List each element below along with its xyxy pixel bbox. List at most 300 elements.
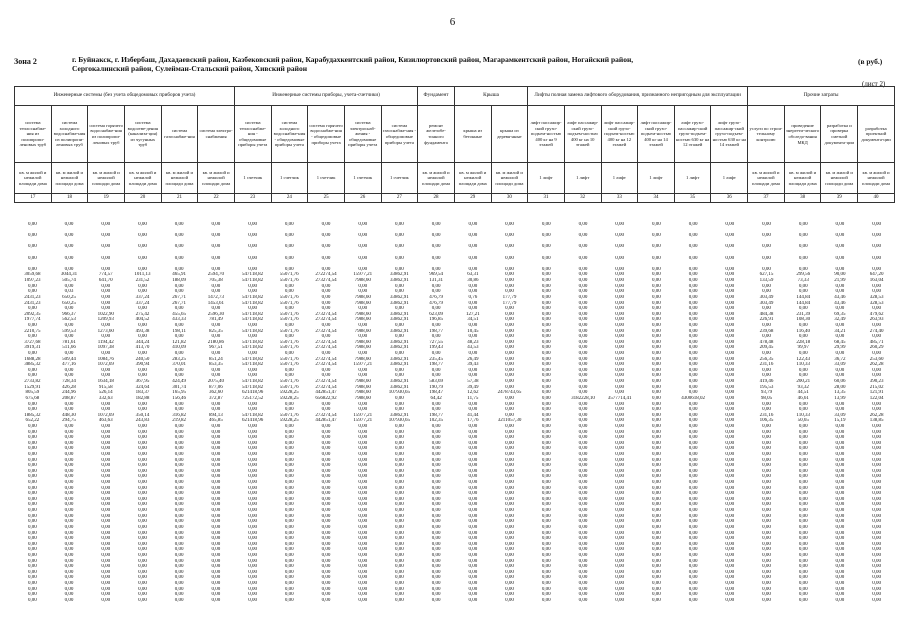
table-cell: 144,84 [796, 300, 811, 306]
table-cell: 0,00 [541, 401, 551, 407]
table-cell: 0,00 [321, 536, 331, 542]
table-cell: 99,97 [797, 345, 809, 351]
table-cell: 0,00 [64, 244, 74, 250]
table-cell: 3059,68 [24, 272, 41, 278]
table-cell: 0,00 [725, 266, 735, 272]
unit-cell: 1 лифт [601, 163, 638, 194]
table-cell: 0,00 [762, 536, 771, 542]
table-cell: 0,00 [578, 524, 588, 530]
table-cell: 0,00 [64, 367, 74, 373]
table-cell: 0,00 [725, 373, 735, 379]
table-cell: 0,00 [395, 407, 404, 413]
table-cell: 0,00 [688, 491, 698, 497]
table-cell: 0,00 [211, 255, 221, 261]
table-cell: 0,00 [468, 480, 478, 486]
table-cell: 196,85 [429, 317, 443, 323]
table-cell: 0,00 [284, 283, 294, 289]
table-cell: 0,00 [27, 401, 37, 407]
table-cell: 0,00 [358, 233, 368, 239]
table-cell: 0,00 [284, 429, 294, 435]
table-cell: 0,00 [358, 283, 368, 289]
table-cell: 0,00 [174, 233, 184, 239]
table-cell: 0,00 [615, 373, 625, 379]
table-cell: 240,50 [135, 356, 150, 362]
table-cell: 0,00 [688, 524, 698, 530]
table-cell: 0,00 [138, 283, 147, 289]
table-cell: 0,00 [174, 564, 184, 570]
table-cell: 1011,13 [134, 272, 151, 278]
table-cell: 0,00 [578, 339, 588, 345]
table-cell: 231,52 [135, 278, 150, 284]
table-cell: 0,00 [652, 418, 661, 424]
table-cell: 0,00 [578, 508, 588, 514]
table-cell: 0,00 [248, 536, 257, 542]
table-cell: 0,00 [872, 474, 881, 480]
table-cell: 0,00 [541, 311, 551, 317]
column-number: 29 [454, 194, 491, 203]
table-cell: 505,74 [62, 278, 76, 284]
unit-cell: кв. м жилой и нежилой площади дома [491, 163, 528, 194]
table-cell: 0,00 [615, 379, 625, 385]
table-cell: 0,00 [762, 530, 771, 536]
table-cell: 0,00 [615, 536, 625, 542]
table-cell: 274,40 [869, 328, 884, 334]
table-cell: 0,00 [725, 468, 735, 474]
table-cell: 0,00 [431, 575, 441, 581]
table-cell: 0,00 [358, 266, 368, 272]
table-cell: 0,00 [615, 294, 625, 300]
table-cell: 0,00 [725, 328, 735, 334]
table-row [14, 256, 895, 262]
table-cell: 0,00 [505, 362, 514, 368]
table-cell: 0,00 [358, 513, 368, 519]
table-cell: 0,00 [835, 496, 845, 502]
table-cell: 43,46 [834, 300, 846, 306]
table-cell: 0,00 [284, 586, 294, 592]
table-cell: 0,00 [248, 552, 257, 558]
table-cell: 362,60 [209, 390, 223, 396]
column-header: система горячего водоснабже-ния - общедомовые приборы учета [308, 106, 345, 163]
table-cell: 0,00 [211, 536, 221, 542]
table-cell: 0,00 [211, 502, 221, 508]
table-cell: 0,00 [652, 401, 661, 407]
table-cell: 0,00 [615, 390, 625, 396]
table-cell: 33862,91 [390, 300, 409, 306]
table-cell: 0,00 [615, 491, 625, 497]
table-cell: 0,00 [138, 508, 147, 514]
table-cell: 547118,82 [242, 379, 264, 385]
table-cell: 244,96 [62, 390, 76, 396]
table-cell: 0,00 [578, 586, 588, 592]
table-cell: 0,00 [798, 322, 808, 328]
table-cell: 0,00 [174, 289, 184, 295]
table-cell: 0,00 [284, 541, 294, 547]
table-cell: 0,00 [688, 597, 698, 603]
table-cell: 0,00 [248, 513, 257, 519]
table-cell: 0,00 [138, 322, 147, 328]
table-cell: 0,00 [505, 351, 514, 357]
table-cell: 0,00 [211, 558, 221, 564]
table-cell: 0,00 [762, 289, 771, 295]
table-cell: 0,00 [431, 586, 441, 592]
table-cell: 0,00 [358, 429, 368, 435]
table-cell: 0,00 [615, 508, 625, 514]
table-cell: 33862,91 [390, 311, 409, 317]
column-number: 40 [858, 194, 895, 203]
table-cell: 0,00 [725, 429, 735, 435]
table-cell: 0,00 [211, 541, 221, 547]
table-cell: 0,00 [872, 373, 881, 379]
table-cell: 0,00 [541, 244, 551, 250]
table-cell: 0,00 [872, 558, 881, 564]
table-cell: 0,00 [248, 508, 257, 514]
table-cell: 0,00 [725, 278, 735, 284]
table-cell: 0,00 [468, 519, 478, 525]
table-cell: 0,00 [872, 401, 881, 407]
table-cell: 0,00 [505, 536, 514, 542]
table-cell: 0,00 [64, 401, 74, 407]
table-cell: 0,00 [688, 367, 698, 373]
table-cell: 0,00 [211, 322, 221, 328]
table-cell: 0,00 [725, 300, 735, 306]
table-cell: 1977,74 [24, 317, 41, 323]
table-cell: 0,00 [615, 429, 625, 435]
table-cell: 0,00 [578, 558, 588, 564]
table-cell: 0,00 [321, 401, 331, 407]
table-cell: 0,00 [762, 586, 771, 592]
table-cell: 0,00 [101, 440, 111, 446]
table-cell: 0,00 [798, 485, 808, 491]
table-cell: 0,00 [725, 496, 735, 502]
table-cell: 0,00 [358, 435, 368, 441]
table-cell: 0,00 [174, 530, 184, 536]
table-cell: 0,00 [762, 446, 771, 452]
table-cell: 0,00 [101, 496, 111, 502]
table-cell: 0,00 [688, 592, 698, 598]
table-cell: 0,00 [27, 468, 37, 474]
table-cell: 0,00 [468, 597, 478, 603]
table-cell: 127,21 [465, 311, 480, 317]
table-cell: 0,00 [835, 289, 845, 295]
table-cell: 0,00 [64, 306, 74, 312]
table-cell: 262,28 [869, 362, 884, 368]
column-header: разработка и проверка сметной документа-ции [821, 106, 858, 163]
table-cell: 0,00 [284, 530, 294, 536]
table-cell: 0,00 [762, 597, 771, 603]
column-header: услуги по строи-тельному контролю [748, 106, 785, 163]
table-cell: 0,00 [395, 541, 404, 547]
table-cell: 0,00 [395, 222, 404, 227]
table-cell: 0,00 [725, 322, 735, 328]
table-cell: 0,00 [321, 334, 331, 340]
table-cell: 0,00 [872, 581, 881, 586]
table-cell: 853,35 [209, 362, 223, 368]
table-cell: 0,00 [652, 345, 661, 351]
table-cell: 0,00 [615, 519, 625, 525]
table-cell: 0,00 [725, 367, 735, 373]
table-cell: 0,00 [505, 530, 514, 536]
table-cell: 0,00 [688, 536, 698, 542]
table-cell: 0,00 [138, 306, 147, 312]
table-cell: 0,00 [138, 373, 147, 379]
table-cell: 0,00 [505, 272, 514, 278]
table-cell: 0,00 [284, 496, 294, 502]
table-cell: 705,38 [209, 278, 223, 284]
table-cell: 0,00 [248, 407, 257, 413]
table-cell: 0,00 [798, 592, 808, 598]
table-cell: 0,00 [835, 255, 845, 261]
group-lifts: Лифты полная замена лифтового оборудования, признанного непригодным для эксплуатации [528, 87, 748, 106]
table-cell: 0,00 [762, 440, 771, 446]
table-cell: 0,00 [578, 418, 588, 424]
table-cell: 476,79 [429, 294, 443, 300]
table-cell: 433,33 [172, 317, 187, 323]
table-cell: 0,00 [174, 446, 184, 452]
unit-cell: 1 лифт [638, 163, 675, 194]
table-cell: 0,00 [64, 322, 74, 328]
table-cell: 0,00 [64, 564, 74, 570]
table-cell: 0,00 [798, 552, 808, 558]
table-cell: 0,00 [835, 536, 845, 542]
table-cell: 0,00 [798, 266, 808, 272]
table-cell: 477,16 [62, 362, 76, 368]
table-cell: 0,00 [211, 367, 221, 373]
unit-cell: 1 лифт [674, 163, 711, 194]
table-cell: 0,00 [541, 435, 551, 441]
table-cell: 509,44 [62, 356, 76, 362]
table-cell: 0,00 [872, 569, 881, 575]
table-cell: 1453,61 [207, 300, 224, 306]
table-cell: 0,00 [615, 463, 625, 469]
table-cell: 0,00 [725, 541, 735, 547]
table-cell: 0,00 [762, 334, 771, 340]
table-cell: 0,00 [211, 440, 221, 446]
column-header: лифт пассажир-ский грузо-подъем-ностью 400 кг на 9 этажей [528, 106, 565, 163]
table-cell: 0,00 [505, 592, 514, 598]
table-cell: 0,00 [395, 351, 404, 357]
table-cell: 15977,21 [353, 362, 373, 368]
table-cell: 0,00 [652, 592, 661, 598]
table-cell: 0,00 [652, 575, 661, 581]
table-cell: 0,00 [395, 244, 404, 250]
table-cell: 0,00 [578, 575, 588, 581]
table-cell: 562,53 [62, 317, 76, 323]
table-cell: 0,00 [615, 485, 625, 491]
table-cell: 0,00 [248, 423, 257, 429]
table-cell: 0,00 [652, 311, 661, 317]
table-cell: 273274,54 [315, 356, 337, 362]
column-header: лифт пассажир-ский грузо-подъем-ностью 400 кг на 10 этажей [564, 106, 601, 163]
table-cell: 33862,91 [390, 356, 409, 362]
table-cell: 0,00 [615, 334, 625, 340]
table-cell: 0,00 [395, 463, 404, 469]
table-cell: 0,00 [27, 407, 37, 413]
table-cell: 0,00 [284, 468, 294, 474]
table-cell: 0,00 [762, 423, 771, 429]
table-cell: 0,00 [174, 463, 184, 469]
table-cell: 0,00 [652, 367, 661, 373]
table-cell: 0,00 [872, 423, 881, 429]
table-cell: 0,00 [27, 306, 37, 312]
table-cell: 0,00 [174, 440, 184, 446]
table-cell: 0,00 [872, 367, 881, 373]
table-cell: 0,00 [688, 530, 698, 536]
table-cell: 0,00 [541, 317, 551, 323]
table-cell: 0,00 [835, 597, 845, 603]
table-cell: 0,00 [725, 581, 735, 586]
table-cell: 108,30 [796, 317, 811, 323]
table-cell: 0,00 [615, 362, 625, 368]
table-cell: 0,00 [798, 423, 808, 429]
table-cell: 0,00 [27, 496, 37, 502]
column-number: 22 [198, 194, 235, 203]
table-cell: 0,00 [762, 513, 771, 519]
table-cell: 0,00 [688, 300, 698, 306]
table-cell: 188,09 [172, 278, 187, 284]
table-cell: 0,00 [541, 558, 551, 564]
table-cell: 0,00 [431, 480, 441, 486]
table-cell: 190,79 [429, 384, 443, 390]
unit-cell: кв. м жилой и нежилой площади дома [821, 163, 858, 194]
table-cell: 465,91 [172, 272, 187, 278]
table-cell: 0,00 [798, 581, 808, 586]
table-cell: 0,00 [395, 496, 404, 502]
column-header: система теплоснабже-ния из полипропи-леновых труб [15, 106, 52, 163]
table-cell: 0,00 [505, 597, 514, 603]
table-cell: 0,00 [284, 513, 294, 519]
table-cell: 0,00 [652, 384, 661, 390]
table-cell: 0,00 [798, 530, 808, 536]
table-cell: 0,00 [431, 508, 441, 514]
table-cell: 0,00 [248, 435, 257, 441]
table-cell: 0,00 [468, 496, 478, 502]
table-cell: 1472,73 [207, 294, 224, 300]
table-cell: 0,00 [248, 524, 257, 530]
table-cell: 0,00 [578, 266, 588, 272]
table-cell: 7988,60 [354, 300, 371, 306]
table-cell: 0,00 [652, 222, 661, 227]
table-cell: 0,00 [615, 317, 625, 323]
table-cell: 0,00 [27, 457, 37, 463]
table-cell: 0,00 [615, 339, 625, 345]
table-cell: 0,00 [541, 463, 551, 469]
table-cell: 177,79 [502, 300, 517, 306]
table-cell: 0,00 [211, 485, 221, 491]
table-cell: 33862,91 [390, 339, 409, 345]
table-cell: 0,00 [321, 586, 331, 592]
table-cell: 0,00 [321, 524, 331, 530]
table-cell: 0,00 [27, 480, 37, 486]
table-cell: 0,00 [725, 440, 735, 446]
table-cell: 0,00 [652, 457, 661, 463]
table-cell: 0,00 [872, 485, 881, 491]
table-cell: 15977,21 [353, 412, 373, 418]
table-cell: 0,00 [395, 435, 404, 441]
table-cell: 0,00 [101, 423, 111, 429]
table-cell: 0,00 [101, 322, 111, 328]
table-cell: 0,00 [395, 306, 404, 312]
table-cell: 0,00 [652, 272, 661, 278]
table-cell: 0,00 [505, 233, 514, 239]
table-cell: 0,00 [615, 513, 625, 519]
table-cell: 21,99 [834, 278, 846, 284]
table-cell: 0,00 [505, 429, 514, 435]
table-cell: 0,00 [138, 222, 147, 227]
unit-cell: 1 счетчик [271, 163, 308, 194]
column-number: 23 [234, 194, 271, 203]
table-cell: 641,70 [98, 278, 113, 284]
table-cell: 0,00 [64, 552, 74, 558]
table-cell: 0,00 [578, 362, 588, 368]
table-cell: 0,00 [872, 552, 881, 558]
table-cell: 0,00 [615, 530, 625, 536]
table-cell: 36,72 [834, 356, 846, 362]
table-cell: 0,00 [211, 306, 221, 312]
table-cell: 0,00 [138, 463, 147, 469]
table-cell: 55071,76 [279, 362, 299, 368]
table-cell: 0,00 [395, 457, 404, 463]
table-cell: 0,00 [358, 322, 368, 328]
table-cell: 0,00 [652, 502, 661, 508]
table-cell: 0,00 [431, 266, 441, 272]
table-cell: 0,00 [468, 530, 478, 536]
table-cell: 0,00 [872, 530, 881, 536]
table-cell: 0,00 [174, 457, 184, 463]
table-cell: 209,45 [759, 345, 774, 351]
table-cell: 0,00 [725, 502, 735, 508]
table-cell: 0,00 [835, 306, 845, 312]
table-cell: 0,00 [431, 446, 441, 452]
table-cell: 0,00 [835, 367, 845, 373]
table-cell: 0,00 [431, 440, 441, 446]
table-cell: 0,00 [138, 541, 147, 547]
table-cell: 0,00 [615, 328, 625, 334]
table-cell: 0,00 [174, 266, 184, 272]
table-row [14, 244, 895, 250]
table-cell: 0,00 [541, 289, 551, 295]
table-cell: 0,00 [358, 541, 368, 547]
table-cell: 0,00 [688, 586, 698, 592]
table-cell: 0,00 [615, 457, 625, 463]
table-cell: 1194,42 [97, 339, 114, 345]
column-number: 25 [308, 194, 345, 203]
table-cell: 0,00 [27, 283, 37, 289]
table-cell: 0,00 [798, 513, 808, 519]
table-cell: 0,00 [762, 564, 771, 570]
table-cell: 0,00 [762, 569, 771, 575]
table-cell: 0,00 [27, 367, 37, 373]
table-cell: 301,74 [172, 384, 187, 390]
table-cell: 0,00 [541, 300, 551, 306]
table-cell: 0,00 [211, 496, 221, 502]
table-cell: 0,00 [541, 468, 551, 474]
table-cell: 0,00 [395, 536, 404, 542]
table-cell: 0,00 [248, 530, 257, 536]
table-cell: 0,00 [872, 502, 881, 508]
table-cell: 0,00 [652, 300, 661, 306]
table-cell: 0,00 [395, 474, 404, 480]
table-cell: 0,00 [652, 412, 661, 418]
table-cell: 0,00 [615, 300, 625, 306]
table-cell: 0,00 [468, 451, 478, 457]
table-cell: 0,00 [578, 547, 588, 553]
table-cell: 0,00 [798, 491, 808, 497]
table-cell: 0,00 [64, 508, 74, 514]
table-cell: 0,00 [798, 334, 808, 340]
table-cell: 0,00 [27, 334, 37, 340]
table-cell: 0,00 [688, 334, 698, 340]
table-cell: 0,00 [395, 373, 404, 379]
